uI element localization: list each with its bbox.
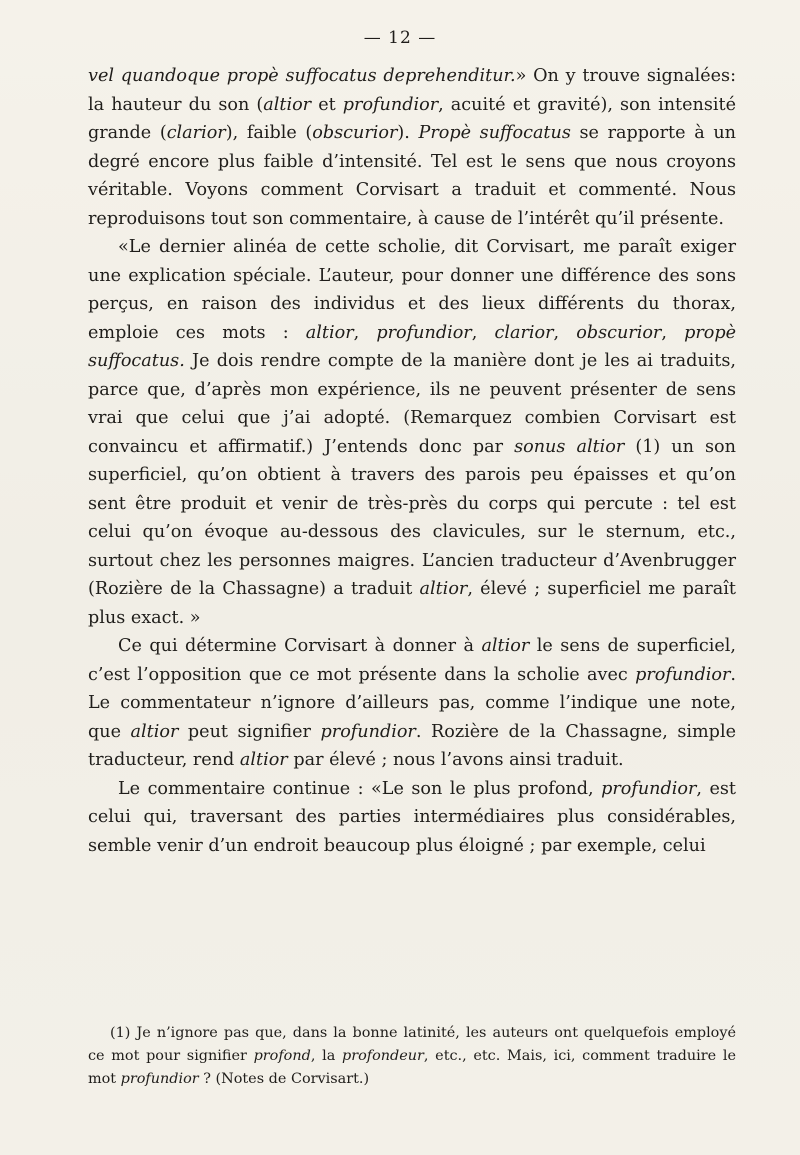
- page-number: — 12 —: [363, 28, 437, 48]
- paragraph-1-run-2: altior: [263, 94, 312, 115]
- paragraph-3-run-6: peut signifier: [178, 721, 321, 742]
- paragraph-3-run-7: profundior: [320, 721, 416, 742]
- paragraph-3-run-3: profundior: [635, 664, 731, 685]
- paragraph-2-run-5: clarior: [494, 322, 554, 343]
- paragraph-1-run-9: ).: [397, 123, 419, 143]
- paragraph-3-run-4: . Le commentateur n’ignore d’ailleurs pas, comme l’indique une note, que: [88, 664, 736, 742]
- paragraph-2-run-8: ,: [661, 322, 685, 343]
- paragraph-1-run-8: obscurior: [312, 123, 398, 143]
- paragraph-4-run-0: Le commentaire continue : «Le son le plus profond,: [118, 778, 602, 799]
- paragraph-3-run-9: altior: [239, 750, 288, 770]
- paragraph-1-run-7: ), faible (: [225, 123, 313, 143]
- paragraph-1-run-0: vel quandoque propè suffocatus deprehenditur.: [88, 66, 516, 86]
- paragraph-4-run-1: profundior: [601, 778, 697, 799]
- body-text: [88, 62, 736, 860]
- paragraph-1-run-10: Propè suffocatus: [418, 123, 571, 143]
- paragraph-2-run-2: ,: [353, 322, 377, 343]
- paragraph-1-run-5: , acuité et gravité), son intensité grande (: [88, 94, 736, 143]
- paragraph-2-run-4: ,: [471, 322, 495, 343]
- paragraph-2-run-7: obscurior: [576, 322, 662, 343]
- paragraph-2-run-6: ,: [553, 322, 577, 343]
- footnote-1: [88, 1022, 736, 1091]
- paragraph-2-run-1: altior: [305, 322, 354, 343]
- footnote-1-run-4: , etc., etc. Mais, ici, comment traduire le mot: [88, 1048, 736, 1087]
- paragraph-3-run-0: Ce qui détermine Corvisart à donner à: [118, 636, 482, 656]
- paragraph-4: [88, 775, 736, 861]
- footnotes: [88, 1022, 736, 1091]
- paragraph-3: [88, 632, 736, 775]
- paragraph-3-run-8: . Rozière de la Chassagne, simple traducteur, rend: [88, 721, 736, 770]
- footnote-1-run-6: ? (Notes de Corvisart.): [198, 1071, 370, 1087]
- paragraph-2-run-11: sonus altior: [514, 436, 625, 457]
- paragraph-1-run-6: clarior: [166, 123, 226, 143]
- paragraph-2-run-13: altior: [419, 579, 468, 599]
- paragraph-1-run-4: profundior: [342, 94, 439, 115]
- paragraph-1: [88, 62, 736, 233]
- paragraph-4-run-2: , est celui qui, traversant des parties intermédiaires plus considérables, semble venir d’un endroit beaucoup plus éloigné ; par exemple, celui: [88, 778, 737, 856]
- footnote-1-run-1: profond: [253, 1048, 311, 1064]
- paragraph-2-run-12: (1) un son superficiel, qu’on obtient à travers des parois peu épaisses et qu’on sent être produit et venir de très-près du corps qui percute : tel est celui qu’on évoque au-dessous des clavicules, sur le sternum, etc., surtout chez les personnes maigres. L’ancien traducteur d’Avenbrugger (Rozière de la Chassagne) a traduit: [88, 436, 736, 599]
- paragraph-2: [88, 233, 736, 632]
- footnote-1-run-0: (1) Je n’ignore pas que, dans la bonne latinité, les auteurs ont quelquefois employé ce mot pour signifier: [88, 1025, 736, 1064]
- paragraph-2-run-14: , élevé ; superficiel me paraît plus exact. »: [88, 579, 736, 628]
- paragraph-1-run-1: » On y trouve signalées: la hauteur du son (: [88, 66, 736, 115]
- paragraph-3-run-5: altior: [130, 721, 179, 742]
- footnote-1-run-2: , la: [310, 1048, 342, 1064]
- footnote-1-run-3: profondeur: [342, 1048, 424, 1064]
- paragraph-2-run-0: «Le dernier alinéa de cette scholie, dit Corvisart, me paraît exiger une explication spéciale. L’auteur, pour donner une différence des sons perçus, en raison des individus et des lieux différents du thorax, emploie ces mots :: [88, 237, 736, 343]
- paragraph-3-run-10: par élevé ; nous l’avons ainsi traduit.: [287, 750, 624, 770]
- paragraph-1-run-11: se rapporte à un degré encore plus faible d’intensité. Tel est le sens que nous croyons véritable. Voyons comment Corvisart a traduit et commenté. Nous reproduisons tout son commentaire, à cause de l’intérêt qu’il présente.: [88, 123, 736, 229]
- paragraph-3-run-2: le sens de superficiel, c’est l’opposition que ce mot présente dans la scholie avec: [88, 636, 736, 685]
- paragraph-3-run-1: altior: [481, 636, 530, 656]
- footnote-1-run-5: profundior: [120, 1071, 199, 1087]
- paragraph-2-run-10: Je dois rendre compte de la manière dont je les ai traduits, parce que, d’après mon expérience, ils ne peuvent présenter de sens vrai que celui que j’ai adopté. (Remarquez combien Corvisart est convaincu et affirmatif.) J’entends donc par: [88, 351, 736, 457]
- paragraph-2-run-3: profundior: [376, 322, 472, 343]
- paragraph-1-run-3: et: [311, 94, 343, 115]
- paragraph-2-run-9: propè suffocatus.: [88, 322, 737, 371]
